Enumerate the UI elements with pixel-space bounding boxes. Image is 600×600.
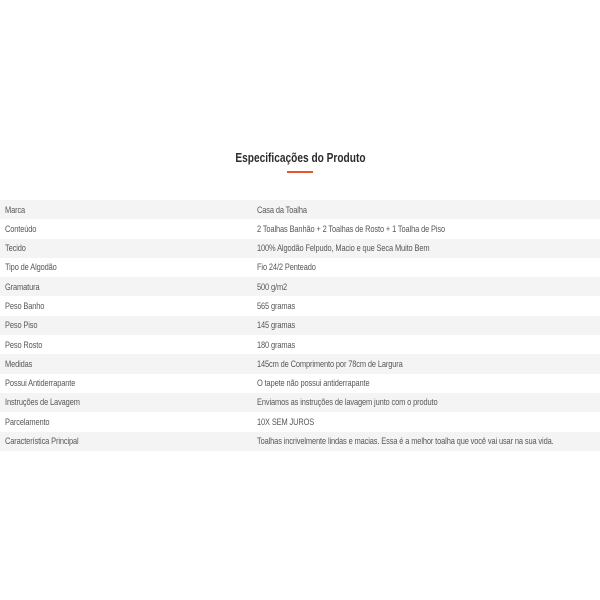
spec-label: Peso Rosto [5,339,43,350]
table-row [0,432,600,451]
title-underline-accent [287,171,313,173]
spec-label: Característica Principal [5,436,79,447]
spec-label: Tecido [5,243,26,254]
spec-value: Fio 24/2 Penteado [257,262,316,273]
table-row [0,219,600,238]
specifications-table [0,200,600,451]
spec-label: Conteúdo [5,223,37,234]
table-row [0,354,600,373]
spec-value: 145 gramas [257,320,296,331]
section-header [0,0,600,173]
table-row [0,335,600,354]
spec-label: Peso Banho [5,300,45,311]
spec-value: 500 g/m2 [257,281,288,292]
spec-label: Tipo de Algodão [5,262,57,273]
spec-label: Medidas [5,358,33,369]
spec-label: Possui Antiderrapante [5,378,76,389]
table-row [0,277,600,296]
table-row [0,296,600,315]
spec-value: 10X SEM JUROS [257,416,315,427]
spec-value: 565 gramas [257,300,296,311]
spec-value: O tapete não possui antiderrapante [257,378,370,389]
page-title: Especificações do Produto [234,150,366,165]
spec-value: 2 Toalhas Banhão + 2 Toalhas de Rosto + 1 Toalha de Piso [257,223,446,234]
spec-value: 180 gramas [257,339,296,350]
table-row [0,393,600,412]
spec-value: Toalhas incrivelmente lindas e macias. Essa é a melhor toalha que você vai usar na sua vida. [257,436,554,447]
spec-label: Instruções de Lavagem [5,397,80,408]
table-row [0,239,600,258]
table-row [0,316,600,335]
spec-value: Casa da Toalha [257,204,307,215]
spec-value: 145cm de Comprimento por 78cm de Largura [257,358,403,369]
table-row [0,412,600,431]
table-row [0,374,600,393]
spec-label: Marca [5,204,26,215]
table-row [0,258,600,277]
table-row [0,200,600,219]
spec-value: 100% Algodão Felpudo, Macio e que Seca Muito Bem [257,243,430,254]
spec-label: Parcelamento [5,416,50,427]
spec-label: Gramatura [5,281,40,292]
spec-label: Peso Piso [5,320,38,331]
spec-value: Enviamos as instruções de lavagem junto com o produto [257,397,438,408]
